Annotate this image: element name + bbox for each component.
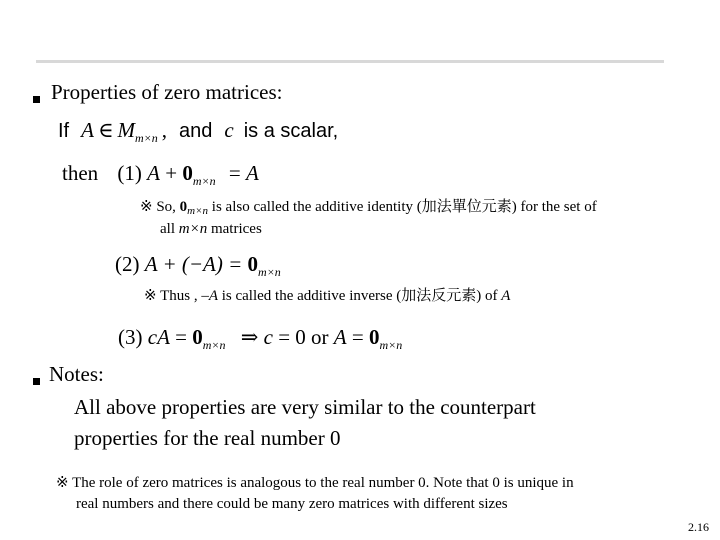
if-word: If	[58, 120, 70, 142]
matrix-A: A	[147, 161, 160, 185]
bullet-icon	[33, 378, 40, 385]
scalar-c: c	[224, 118, 234, 142]
zero-matrix: 0	[192, 325, 203, 349]
plus-sign: +	[165, 161, 178, 185]
section-heading	[51, 80, 283, 105]
equals-sign: =	[175, 325, 187, 349]
size-subscript: m×n	[379, 338, 403, 352]
reference-mark-icon: ※	[56, 475, 69, 491]
is-a-scalar-text: is a scalar,	[243, 120, 339, 142]
zero-matrix: 0	[368, 325, 380, 349]
page-number: 2.16	[688, 520, 709, 534]
notes-line: All above properties are very similar to the counterpart	[74, 395, 536, 419]
notes-heading-text: Notes:	[49, 362, 104, 386]
reference-mark-icon: ※	[144, 288, 157, 304]
if-statement	[58, 118, 338, 143]
comma: ,	[161, 118, 168, 142]
note-text: So,	[156, 199, 176, 215]
property-1-number: (1)	[117, 161, 142, 185]
note-line-2	[140, 219, 597, 240]
size-subscript: m×n	[202, 338, 226, 352]
and-word: and	[179, 120, 213, 142]
property-3-number: (3)	[118, 325, 143, 349]
note-text: all	[160, 221, 175, 237]
note-role-of-zero	[56, 473, 574, 515]
equals-zero-or: = 0 or	[278, 325, 329, 349]
zero-matrix: 0	[247, 252, 259, 276]
note-line-1	[56, 473, 574, 494]
note-line-2: real numbers and there could be many zero matrices with different sizes	[76, 496, 508, 512]
bullet-icon	[33, 96, 40, 103]
element-of-symbol: ∈	[97, 118, 114, 142]
negative-A: –A	[201, 288, 218, 304]
then-word: then	[62, 161, 99, 185]
property-3	[118, 325, 402, 350]
size-subscript: m×n	[187, 205, 209, 217]
zero-matrix: 0	[182, 161, 193, 185]
note-text: The role of zero matrices is analogous to the real number 0. Note that 0 is unique in	[72, 475, 574, 491]
additive-inverse-equation: A + (−A) =	[144, 252, 243, 276]
matrix-space-M: M	[117, 118, 135, 142]
size-subscript: m×n	[135, 131, 158, 145]
property-2-number: (2)	[115, 252, 140, 276]
property-1	[62, 161, 259, 186]
note-text: is called the additive inverse (加法反元素) of	[221, 288, 498, 304]
note-additive-inverse	[144, 286, 510, 307]
note-text: matrices	[210, 221, 262, 237]
equals-sign: =	[351, 325, 364, 349]
note-text: is also called the additive identity (加法單位元素) for the set of	[211, 199, 597, 215]
matrix-A: A	[501, 288, 511, 304]
matrix-A: A	[81, 118, 94, 142]
equals-sign: =	[228, 161, 241, 185]
notes-body	[74, 392, 536, 454]
scalar-c: c	[263, 325, 273, 349]
size-subscript: m×n	[192, 174, 216, 188]
size-text: m×n	[178, 221, 208, 237]
title-rule	[36, 60, 664, 63]
scalar-times-A: cA	[147, 325, 170, 349]
note-text: Thus ,	[160, 288, 198, 304]
property-2	[115, 252, 281, 277]
implies-arrow-icon: ⇒	[240, 325, 259, 349]
notes-heading	[49, 362, 104, 387]
section-heading-text: Properties of zero matrices:	[51, 80, 283, 104]
size-subscript: m×n	[258, 265, 281, 279]
matrix-A: A	[333, 325, 347, 349]
note-line-1	[140, 197, 597, 219]
matrix-A: A	[245, 161, 259, 185]
zero-matrix: 0	[179, 199, 188, 215]
notes-line: properties for the real number 0	[74, 426, 341, 450]
reference-mark-icon: ※	[140, 199, 153, 215]
note-additive-identity	[140, 197, 597, 240]
